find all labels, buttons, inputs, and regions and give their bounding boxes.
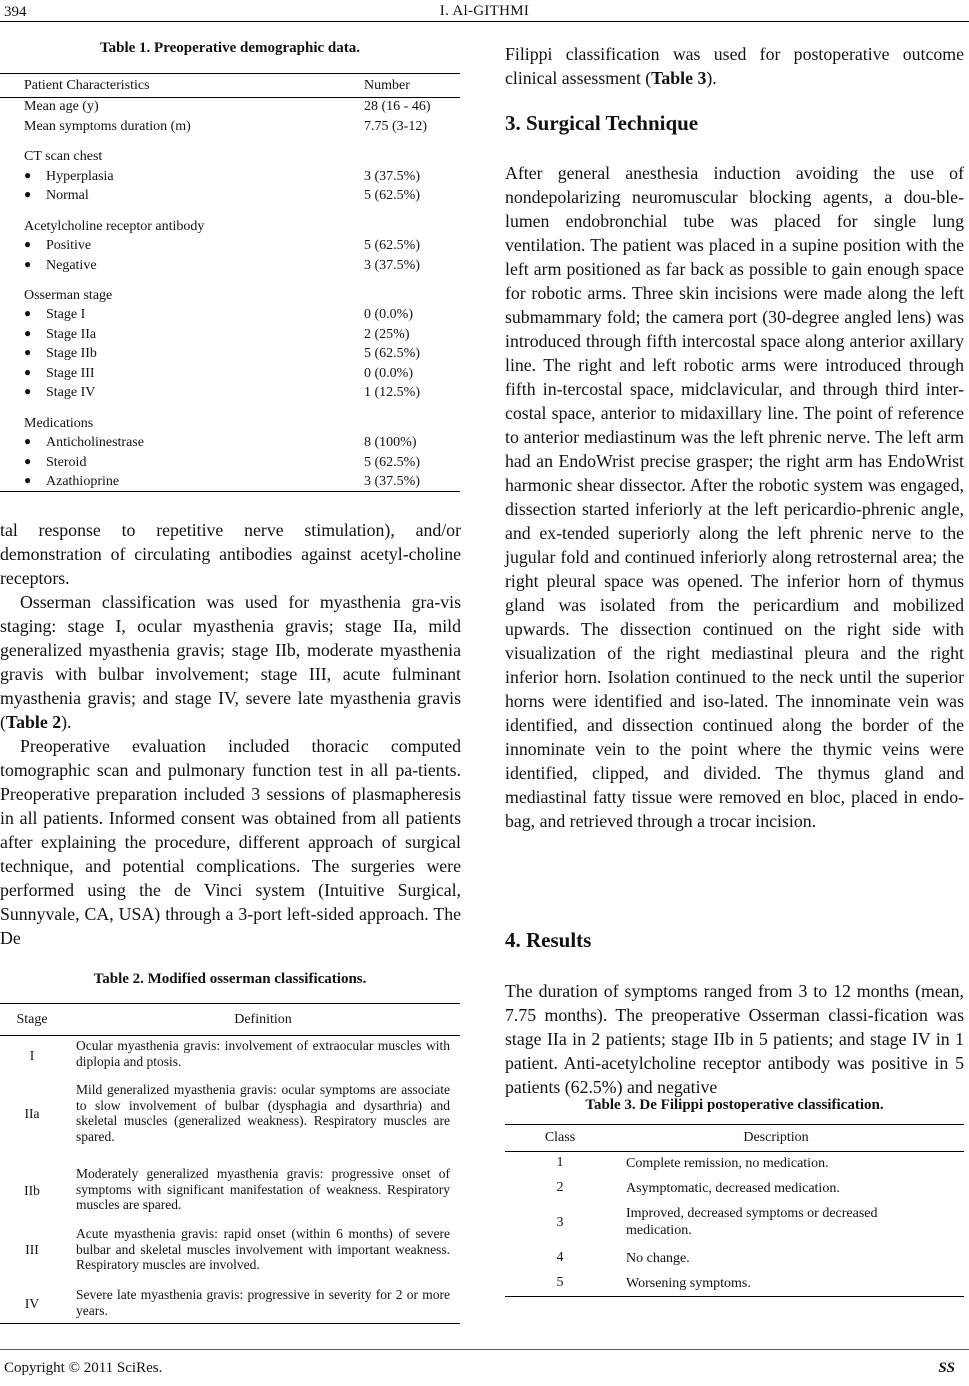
row-value: 5 (62.5%): [364, 238, 420, 253]
table-row: [24, 385, 464, 405]
table3-header-description: Description: [743, 1130, 809, 1145]
right-column-intro: [505, 42, 964, 90]
class-cell: 4: [556, 1250, 564, 1265]
table-row: [24, 99, 464, 119]
description-cell: Asymptomatic, decreased medication.: [626, 1181, 840, 1196]
table2-bottom-rule: [0, 1323, 460, 1324]
bullet-icon: ●: [24, 326, 32, 340]
paragraph-text: ).: [61, 712, 72, 732]
table1-header-number: Number: [364, 78, 410, 93]
table-row: [24, 307, 464, 327]
bullet-icon: ●: [24, 168, 32, 182]
running-header-author: I. Al-GITHMI: [439, 3, 530, 19]
definition-cell: Severe late myasthenia gravis: progressive in severity for 2 or more years.: [76, 1287, 450, 1318]
bullet-icon: ●: [24, 365, 32, 379]
row-value: 0 (0.0%): [364, 366, 413, 381]
table-row: [24, 188, 464, 208]
table-row: [24, 169, 464, 189]
table-reference: Table 2: [5, 712, 62, 732]
table-row: [24, 119, 464, 139]
row-label: Mean age (y): [24, 99, 99, 114]
surgical-technique-text: [505, 161, 964, 833]
row-value: 5 (62.5%): [364, 455, 420, 470]
bullet-icon: ●: [24, 454, 32, 468]
header-rule: [0, 21, 969, 22]
table-row: [24, 416, 464, 436]
bullet-icon: ●: [24, 384, 32, 398]
bullet-icon: ●: [24, 473, 32, 487]
table3-header-rule: [505, 1151, 964, 1152]
left-column-text: [0, 518, 461, 950]
table-row: [24, 366, 464, 386]
section-heading: 3. Surgical Technique: [505, 111, 699, 135]
row-value: 0 (0.0%): [364, 307, 413, 322]
footer-rule: [0, 1349, 969, 1350]
stage-cell: IV: [24, 1296, 40, 1311]
paragraph-text: Osserman classification was used for myasthenia gra-vis staging: stage I, ocular myasthenia gravis; stage IIa, mild generalized myasthenia gravis; stage IIb, moderate myasthenia gravis with bulbar involvement; stage III, acute fulminant myasthenia gravis; and stage IV, severe late myasthenia gravis (: [0, 592, 461, 732]
bullet-icon: ●: [24, 187, 32, 201]
paragraph: After general anesthesia induction avoiding the use of nondepolarizing neuromuscular blocking agents, a dou-ble-lumen endobronchial tube was placed for single lung ventilation. The patient was placed in a supine position with the left arm positioned as far back as possible to gain enough space for robotic arms. Three skin incisions were made along the left submammary fold; the camera port (30-degree angled lens) was introduced through fifth intercostal space along anterior axillary line. The right and left robotic arms were introduced through fifth in-tercostal space, midclavicular, and through third inter-costal space, anterior to midaxillary line. The point of reference to anterior mediastinum was the left phrenic nerve. The left arm had an EndoWrist precise grasper; the right arm has EndoWrist harmonic shear dissector. After the robotic system was engaged, dissection started inferiorly at the left pericardio-phrenic angle, and ex-tended superiorly along the left phrenic nerve to the jugular fold and continued inferiorly along retrosternal area; the right pleural space was opened. The inferior horn of thymus gland was isolated from the pericardium and mobilized upwards. The dissection continued on the right side with visualization of the right mediastinal pleura and the right inferior horn. Isolation continued to the neck until the superior horns were identified and iso-lated. The innominate vein was identified, and dissection continued along the border of the innominate vein to the point where the thymic veins were identified, clipped, and divided. The thymus gland and mediastinal fatty tissue were removed en bloc, placed in endo-bag, and retrieved through a trocar incision.: [505, 163, 964, 831]
table1-header-rule: [0, 97, 460, 98]
table-reference: Table 3: [651, 68, 707, 88]
paragraph: [505, 42, 964, 90]
results-text: [505, 979, 964, 1099]
row-label: Stage IIb: [46, 346, 97, 361]
table2-caption: Table 2. Modified osserman classifications.: [93, 971, 367, 987]
table1-caption: Table 1. Preoperative demographic data.: [100, 40, 360, 56]
row-label: Azathioprine: [46, 474, 120, 489]
group-label: Acetylcholine receptor antibody: [24, 219, 205, 234]
footer-copyright: Copyright © 2011 SciRes.: [4, 1360, 163, 1376]
bullet-icon: ●: [24, 345, 32, 359]
table3-header-class: Class: [544, 1130, 576, 1145]
paragraph: Preoperative evaluation included thoracic computed tomographic scan and pulmonary function test in all pa-tients. Preoperative preparation included 3 sessions of plasmapheresis in all patients. Informed consent was obtained from all patients after explaining the procedure, different approach of surgical technique, and potential complications. The surgeries were performed using the de Vinci system (Intuitive Surgical, Sunnyvale, CA, USA) through a 3-port left-sided approach. The De: [0, 736, 461, 948]
page-number: 394: [4, 4, 27, 20]
row-label: Hyperplasia: [46, 169, 114, 184]
table-row: [24, 327, 464, 347]
table2-header-rule: [0, 1035, 460, 1036]
row-value: 3 (37.5%): [364, 258, 420, 273]
table-row: [24, 288, 464, 308]
table-row: [24, 258, 464, 278]
row-value: 5 (62.5%): [364, 346, 420, 361]
class-cell: 2: [556, 1180, 564, 1195]
stage-cell: IIb: [24, 1183, 40, 1198]
table2-header-stage: Stage: [16, 1012, 48, 1027]
table1-top-rule: [0, 73, 460, 74]
table-row: [24, 238, 464, 258]
class-cell: 3: [556, 1215, 564, 1230]
bullet-icon: ●: [24, 306, 32, 320]
bullet-icon: ●: [24, 257, 32, 271]
table-row: [24, 346, 464, 366]
class-cell: 5: [556, 1275, 564, 1290]
group-label: Osserman stage: [24, 288, 113, 303]
bullet-icon: ●: [24, 434, 32, 448]
table2-top-rule: [0, 1003, 460, 1004]
row-label: Steroid: [46, 455, 87, 470]
table3-caption: Table 3. De Filippi postoperative classification.: [585, 1097, 884, 1113]
description-cell: Complete remission, no medication.: [626, 1156, 829, 1171]
row-value: 5 (62.5%): [364, 188, 420, 203]
table-row: [24, 149, 464, 169]
description-cell: Worsening symptoms.: [626, 1276, 751, 1291]
row-label: Normal: [46, 188, 89, 203]
row-label: Anticholinestrase: [46, 435, 144, 450]
row-label: Stage IIa: [46, 327, 97, 342]
section-heading: 4. Results: [505, 928, 592, 952]
stage-cell: III: [25, 1242, 39, 1257]
paragraph: The duration of symptoms ranged from 3 to 12 months (mean, 7.75 months). The preoperative Osserman classi-fication was stage IIa in 2 patients; stage IIb in 5 patients; and stage IV in 1 patient. Anti-acetylcholine receptor antibody was positive in 5 patients (62.5%) and negative: [505, 981, 964, 1097]
table-row: [24, 219, 464, 239]
row-value: 8 (100%): [364, 435, 417, 450]
row-value: 1 (12.5%): [364, 385, 420, 400]
row-value: 7.75 (3-12): [364, 119, 427, 134]
definition-cell: Acute myasthenia gravis: rapid onset (within 6 months) of severe bulbar and skeletal muscles involvement with important weakness. Respiratory muscles are involved.: [76, 1226, 450, 1272]
definition-cell: Ocular myasthenia gravis: involvement of extraocular muscles with diplopia and ptosis.: [76, 1038, 450, 1069]
paragraph: [0, 590, 461, 734]
footer-journal: SS: [938, 1360, 955, 1376]
stage-cell: I: [29, 1048, 35, 1063]
table-row: [24, 455, 464, 475]
table3-top-rule: [505, 1124, 964, 1125]
table1-bottom-rule: [0, 491, 460, 492]
paragraph-text: Filippi classification was used for postoperative outcome clinical assessment (: [505, 44, 964, 88]
description-cell: Improved, decreased symptoms or decreased medication.: [626, 1206, 878, 1238]
row-value: 3 (37.5%): [364, 169, 420, 184]
table3-bottom-rule: [505, 1296, 964, 1297]
paragraph: tal response to repetitive nerve stimulation), and/or demonstration of circulating antibodies against acetyl-choline receptors.: [0, 520, 461, 588]
group-label: CT scan chest: [24, 149, 103, 164]
row-value: 28 (16 - 46): [364, 99, 431, 114]
table2-header-definition: Definition: [234, 1012, 292, 1027]
group-label: Medications: [24, 416, 94, 431]
definition-cell: Moderately generalized myasthenia gravis: progressive onset of symptoms with significant manifestation of weakness. Respiratory muscles are spared.: [76, 1166, 450, 1212]
row-label: Positive: [46, 238, 92, 253]
row-value: 2 (25%): [364, 327, 410, 342]
row-label: Negative: [46, 258, 97, 273]
class-cell: 1: [556, 1155, 564, 1170]
paragraph-text: ).: [706, 68, 717, 88]
definition-cell: Mild generalized myasthenia gravis: ocular symptoms are associate to slow involvement of bulbar (dysphagia and dysarthria) and skeletal muscles (generalized weakness). Respiratory muscles are spared.: [76, 1082, 450, 1144]
description-cell: No change.: [626, 1251, 690, 1266]
table1-header-characteristics: Patient Characteristics: [24, 78, 150, 93]
row-label: Stage III: [46, 366, 95, 381]
row-value: 3 (37.5%): [364, 474, 420, 489]
row-label: Stage IV: [46, 385, 96, 400]
bullet-icon: ●: [24, 237, 32, 251]
row-label: Stage I: [46, 307, 86, 322]
stage-cell: IIa: [24, 1106, 40, 1121]
table-row: [24, 435, 464, 455]
row-label: Mean symptoms duration (m): [24, 119, 191, 134]
